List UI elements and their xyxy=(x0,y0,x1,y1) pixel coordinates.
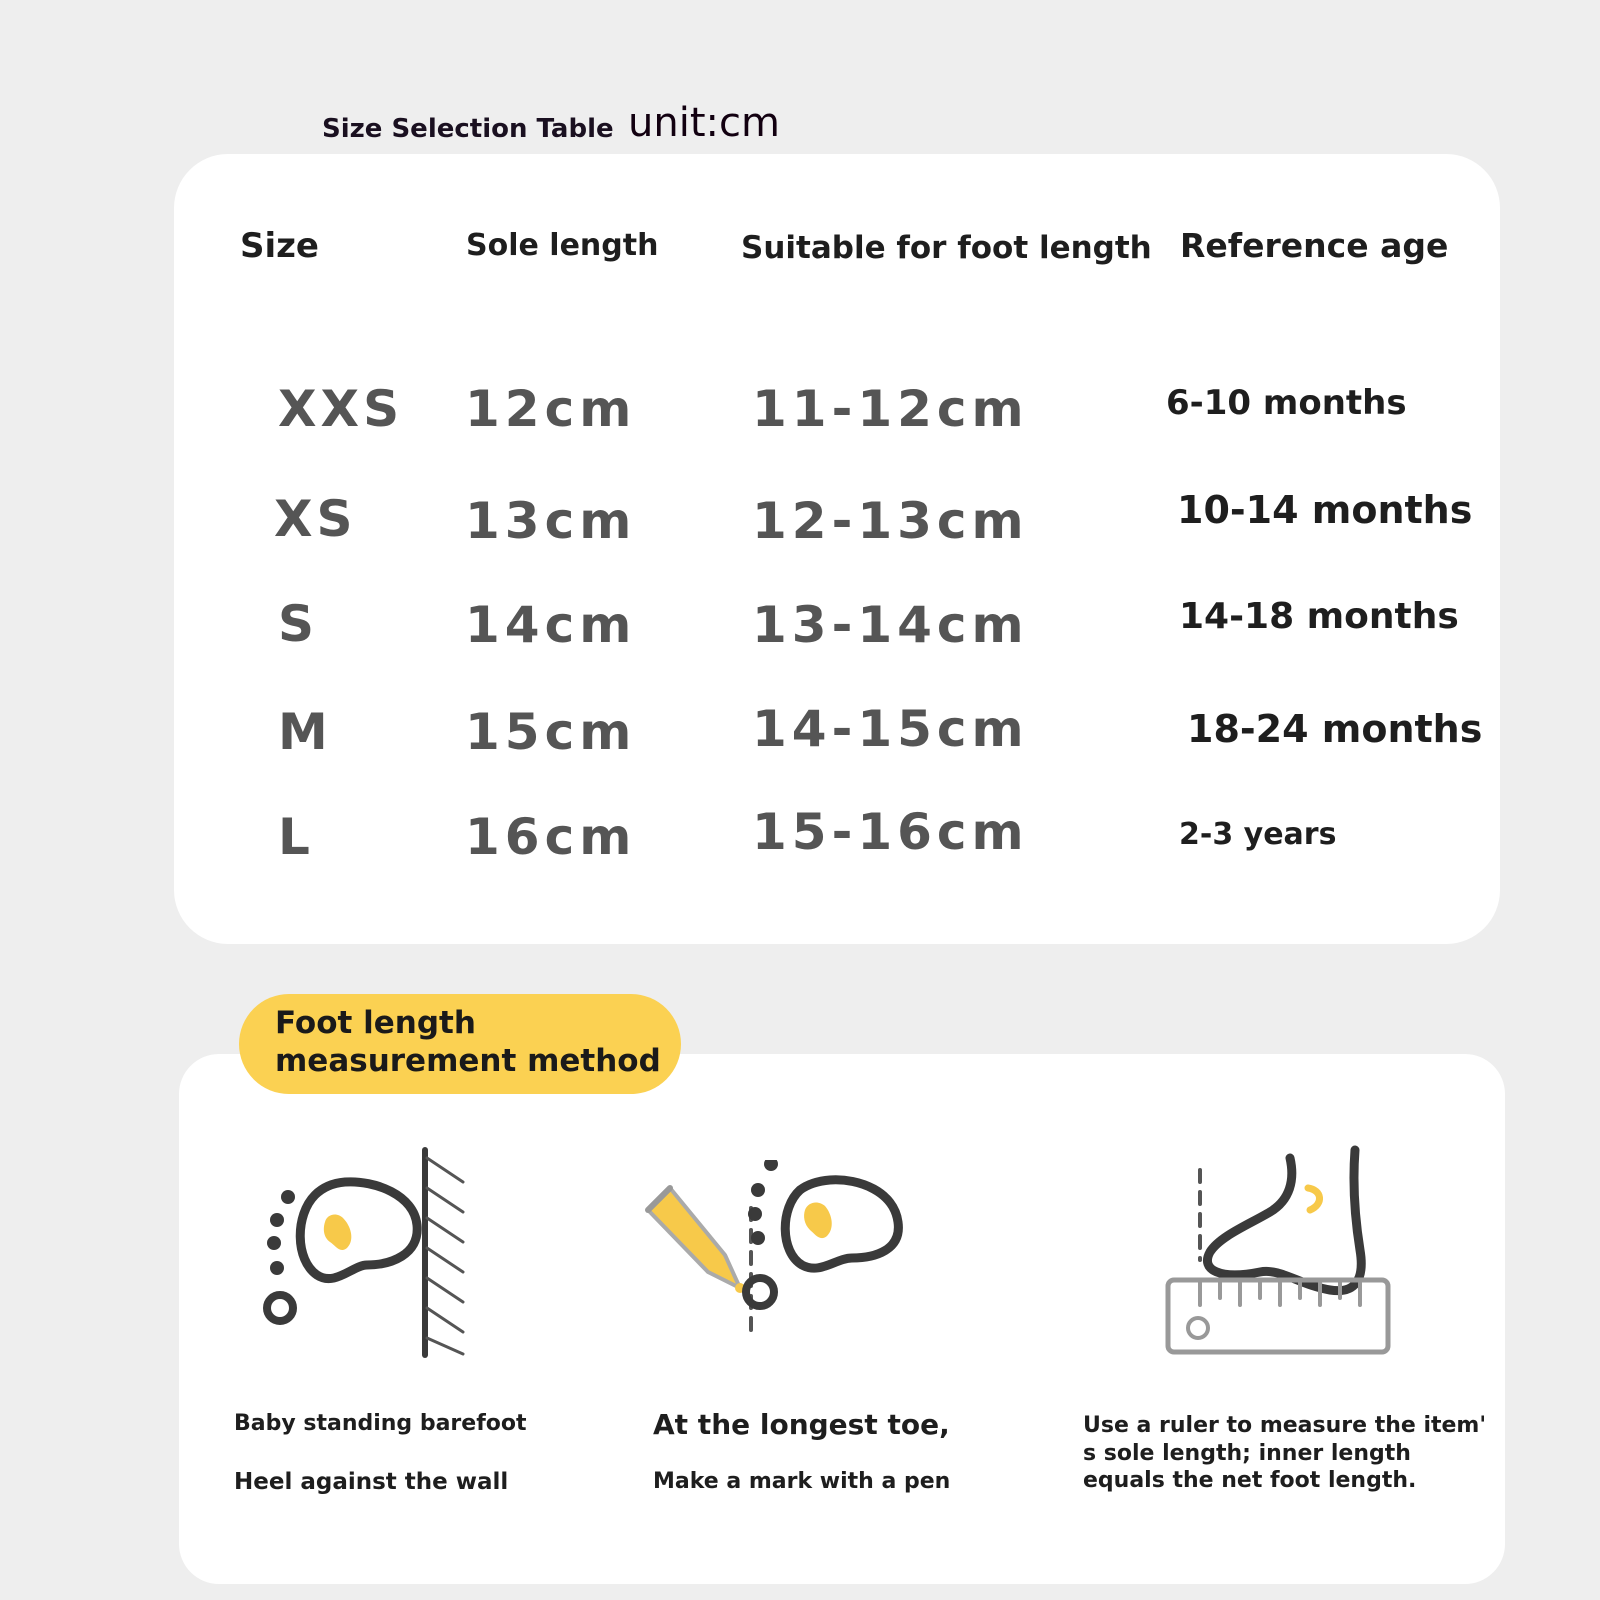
column-header-reference-age: Reference age xyxy=(1180,226,1449,265)
step-3-caption-line1: Use a ruler to measure the item' xyxy=(1083,1413,1487,1438)
method-title-line2: measurement method xyxy=(275,1043,661,1079)
step-1-caption-line2: Heel against the wall xyxy=(234,1469,509,1495)
step-3-caption-line2: s sole length; inner length xyxy=(1083,1441,1411,1466)
step-1-caption-line1: Baby standing barefoot xyxy=(234,1411,527,1436)
column-header-size: Size xyxy=(240,226,319,266)
pen-mark-toe-icon xyxy=(640,1160,940,1360)
table-cell-age: 18-24 months xyxy=(1187,707,1483,751)
table-cell-foot-length: 13-14cm xyxy=(752,596,1029,654)
table-cell-age: 10-14 months xyxy=(1177,488,1473,532)
table-cell-age: 14-18 months xyxy=(1179,596,1459,637)
table-cell-foot-length: 12-13cm xyxy=(752,492,1029,550)
table-cell-sole-length: 12cm xyxy=(465,380,637,438)
foot-against-wall-icon xyxy=(255,1140,485,1370)
unit-label: unit:cm xyxy=(628,100,780,146)
method-title xyxy=(275,1004,675,1080)
table-cell-age: 6-10 months xyxy=(1166,383,1407,423)
table-cell-sole-length: 13cm xyxy=(465,492,637,550)
table-cell-sole-length: 14cm xyxy=(465,596,637,654)
table-cell-foot-length: 14-15cm xyxy=(752,700,1029,758)
step-2-caption-line2: Make a mark with a pen xyxy=(653,1469,951,1494)
step-2-caption-line1: At the longest toe, xyxy=(653,1408,950,1441)
table-cell-size: XS xyxy=(274,490,357,548)
table-cell-size: XXS xyxy=(278,380,404,438)
table-cell-size: L xyxy=(278,808,314,866)
page-title: Size Selection Table xyxy=(322,114,614,144)
column-header-sole-length: Sole length xyxy=(466,228,659,263)
table-cell-sole-length: 15cm xyxy=(465,703,637,761)
method-title-line1: Foot length xyxy=(275,1005,476,1041)
table-cell-size: M xyxy=(278,703,332,761)
step-3-caption-line3: equals the net foot length. xyxy=(1083,1468,1417,1493)
table-cell-size: S xyxy=(278,595,319,653)
table-cell-age: 2-3 years xyxy=(1179,817,1337,852)
table-cell-foot-length: 15-16cm xyxy=(752,803,1029,861)
foot-on-ruler-icon xyxy=(1160,1140,1400,1360)
column-header-foot-length: Suitable for foot length xyxy=(741,230,1152,266)
table-cell-sole-length: 16cm xyxy=(465,808,637,866)
table-cell-foot-length: 11-12cm xyxy=(752,380,1029,438)
